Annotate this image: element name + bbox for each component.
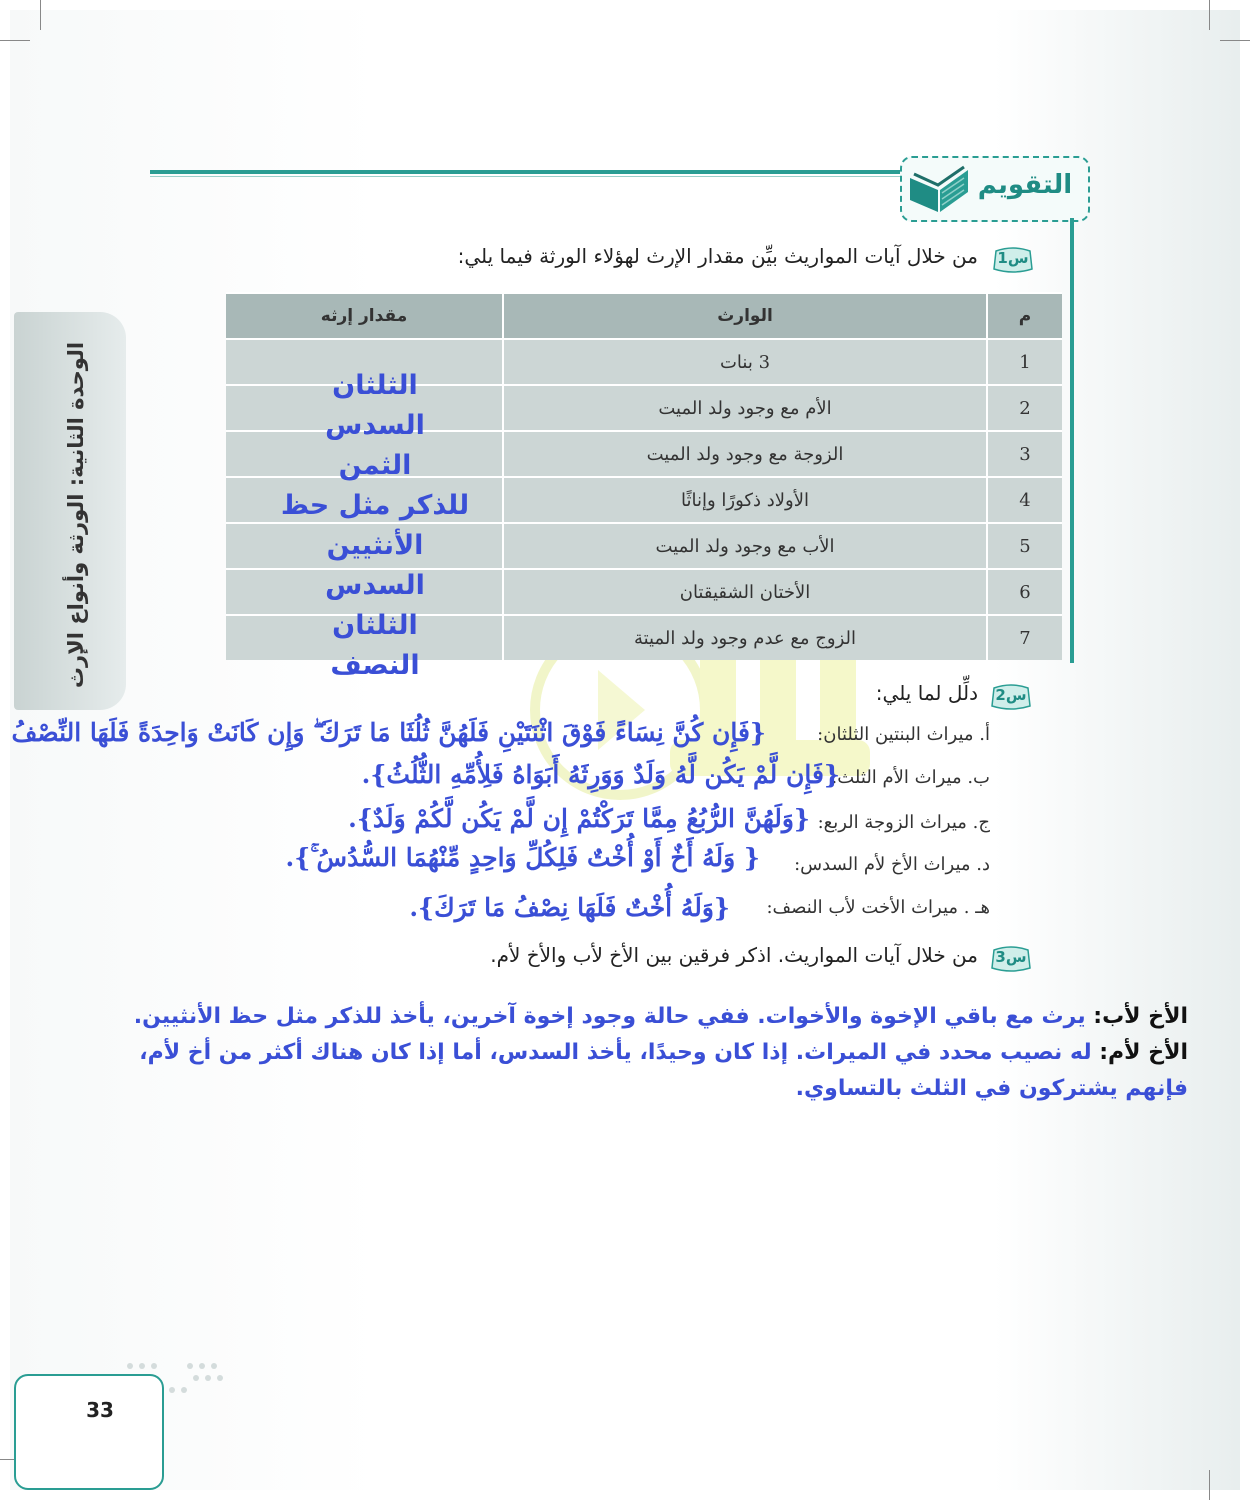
crop-mark	[0, 40, 30, 41]
crop-mark	[1209, 0, 1210, 30]
question-badge-3: س3	[990, 946, 1032, 972]
q2-item-label: د. ميراث الأخ لأم السدس:	[794, 854, 990, 875]
header-heir: الوارث	[502, 294, 986, 338]
header-share: مقدار إرثه	[320, 306, 408, 326]
answer-line: الثمن	[338, 450, 412, 481]
row-num: 3	[986, 432, 1062, 476]
crop-mark	[1220, 40, 1250, 41]
q3-answer-text: فإنهم يشتركون في الثلث بالتساوي.	[795, 1076, 1188, 1101]
row-num: 6	[986, 570, 1062, 614]
header-rule-thin	[150, 176, 920, 177]
answer-line: للذكر مثل حظ	[280, 490, 470, 521]
q3-answer-line	[796, 1076, 1188, 1101]
row-heir: 3 بنات	[502, 340, 986, 384]
row-num: 4	[986, 478, 1062, 522]
q3-term: الأخ لأب:	[1093, 1004, 1188, 1029]
q3-answer-line	[139, 1040, 1188, 1065]
q2-verse: {وَلَهُنَّ الرُّبُعُ مِمَّا تَرَكْتُمْ إِن لَّمْ يَكُن لَّكُمْ وَلَدٌ}.	[348, 804, 810, 833]
question-badge-1: س1	[992, 247, 1034, 273]
row-num: 2	[986, 386, 1062, 430]
header-num: م	[986, 294, 1062, 338]
answer-line: الثلثان	[332, 610, 418, 641]
row-num: 1	[986, 340, 1062, 384]
open-book-icon	[906, 160, 972, 216]
q1-answers	[270, 366, 480, 686]
q3-answer-text: له نصيب محدد في الميراث. إذا كان وحيدًا، يأخذ السدس، أما إذا كان هناك أكثر من أخ لأم،	[139, 1040, 1100, 1065]
answer-line: الثلثان	[332, 370, 418, 401]
question-1-text: من خلال آيات المواريث بيِّن مقدار الإرث لهؤلاء الورثة فيما يلي:	[457, 244, 978, 268]
q2-item-label: ب. ميراث الأم الثلث:	[831, 767, 990, 788]
question-3-text: من خلال آيات المواريث. اذكر فرقين بين الأخ لأب والأخ لأم.	[490, 943, 978, 967]
q2-item-label: هـ . ميراث الأخت لأب النصف:	[766, 897, 990, 918]
table-header-row	[226, 292, 1062, 338]
q3-answer-line	[134, 1004, 1188, 1029]
row-num: 7	[986, 616, 1062, 660]
row-heir: الأولاد ذكورًا وإناثًا	[502, 478, 986, 522]
header-rule	[150, 170, 920, 174]
page-number: 33	[86, 1398, 114, 1422]
q2-verse: {فَإِن لَّمْ يَكُن لَّهُ وَلَدٌ وَوَرِثَهُ أَبَوَاهُ فَلِأُمِّهِ الثُّلُثُ}.	[361, 760, 840, 789]
answer-line: النصف	[330, 650, 420, 681]
crop-mark	[1209, 1470, 1210, 1500]
q3-answer-text: يرث مع باقي الإخوة والأخوات. ففي حالة وجود إخوة آخرين، يأخذ للذكر مثل حظ الأنثيين.	[133, 1004, 1094, 1029]
q2-verse: { وَلَهُ أَخٌ أَوْ أُخْتٌ فَلِكُلِّ وَاحِدٍ مِّنْهُمَا السُّدُسُ ۚ}.	[285, 843, 760, 872]
row-num: 5	[986, 524, 1062, 568]
question-badge-2: س2	[990, 684, 1032, 710]
row-heir: الزوجة مع وجود ولد الميت	[502, 432, 986, 476]
section-title: التقويم	[977, 170, 1073, 200]
question-2-text: دلِّل لما يلي:	[875, 681, 978, 705]
q2-verse: {فَإِن كُنَّ نِسَاءً فَوْقَ اثْنَتَيْنِ فَلَهُنَّ ثُلُثَا مَا تَرَكَ ۖ وَإِن كَانَتْ وَاحِدَةً فَلَهَا النِّصْفُ	[11, 718, 766, 747]
answer-line: السدس	[325, 570, 425, 601]
row-heir: الأم مع وجود ولد الميت	[502, 386, 986, 430]
unit-side-label: الوحدة الثانية: الورثة وأنواع الإرث	[64, 341, 88, 689]
q3-term: الأخ لأم:	[1099, 1040, 1188, 1065]
row-heir: الأب مع وجود ولد الميت	[502, 524, 986, 568]
answer-line: الأنثيين	[326, 530, 424, 561]
row-heir: الزوج مع عدم وجود ولد الميتة	[502, 616, 986, 660]
answer-line: السدس	[325, 410, 425, 441]
row-heir: الأختان الشقيقتان	[502, 570, 986, 614]
section-vertical-rule	[1070, 218, 1074, 663]
q2-item-label: أ. ميراث البنتين الثلثان:	[817, 724, 990, 745]
q2-item-label: ج. ميراث الزوجة الربع:	[817, 812, 990, 833]
crop-mark	[40, 0, 41, 30]
q2-verse: {وَلَهُ أُخْتٌ فَلَهَا نِصْفُ مَا تَرَكَ}.	[409, 893, 730, 922]
page-number-box	[14, 1374, 164, 1490]
